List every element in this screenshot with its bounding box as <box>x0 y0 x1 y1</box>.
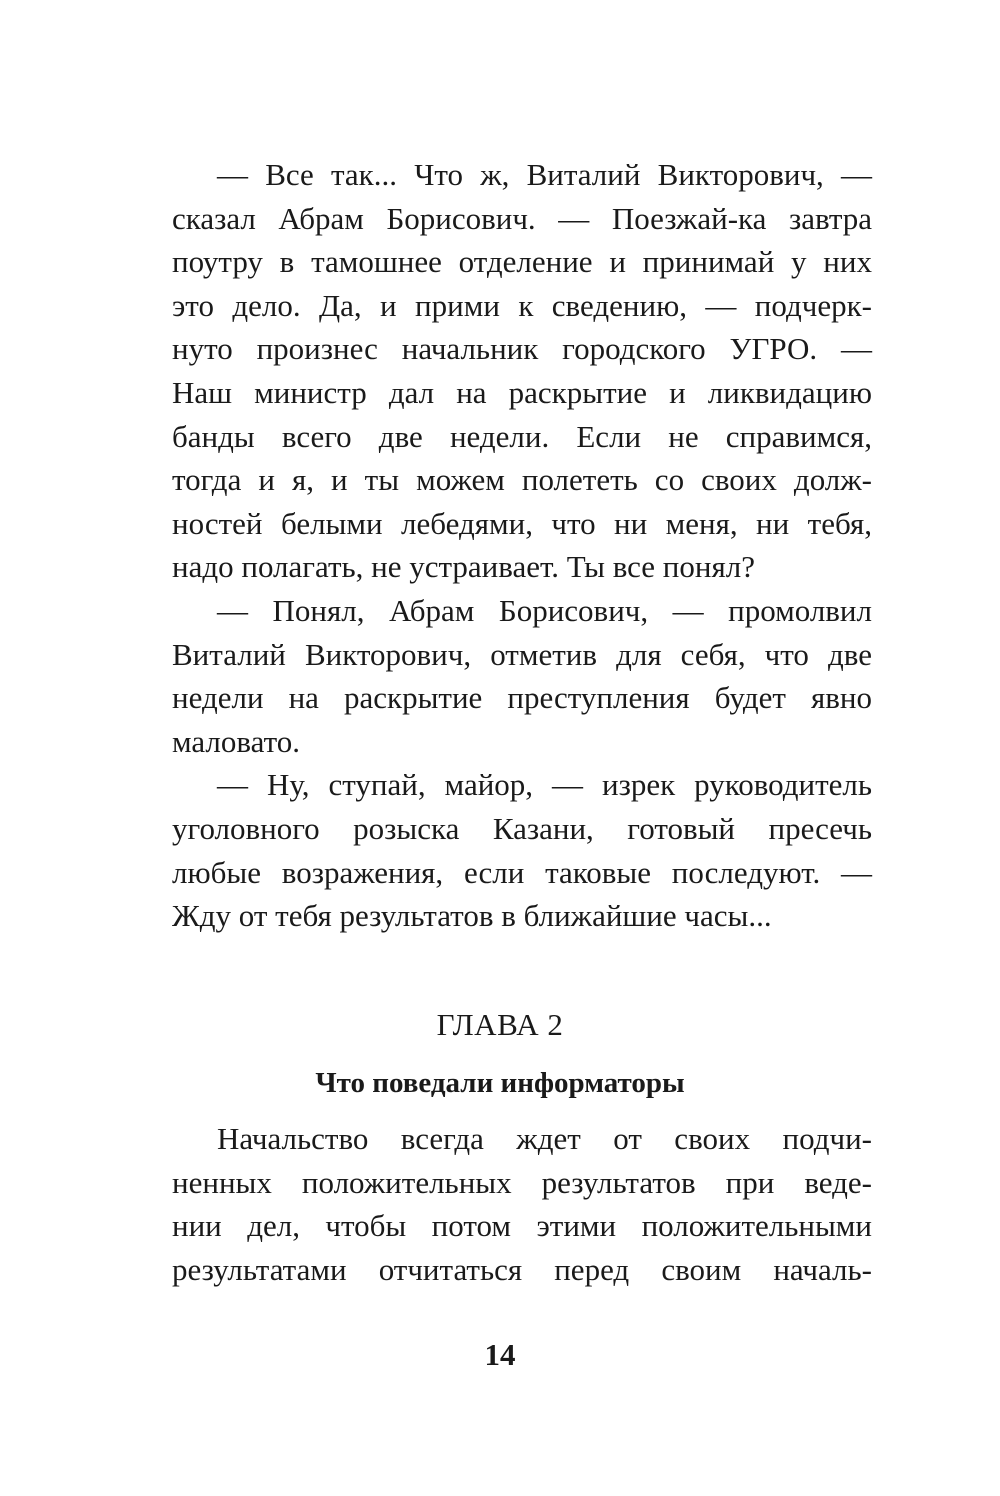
text-line: Начальство всегда ждет от своих подчи- <box>217 1121 872 1156</box>
text-line: поутру в тамошнее отделение и принимай у них <box>172 244 872 280</box>
text-line: — Все так... Что ж, Виталий Викторович, — <box>217 157 872 192</box>
text-line: Виталий Викторович, отметив для себя, что две <box>172 636 872 672</box>
text-line: это дело. Да, и прими к сведению, — подчерк- <box>172 287 872 323</box>
passage-narrative <box>172 1117 872 1291</box>
text-line: маловато. <box>172 723 300 759</box>
text-line: тогда и я, и ты можем полететь со своих долж- <box>172 462 872 498</box>
chapter-title: Что поведали информаторы <box>315 1067 685 1099</box>
text-line: уголовного розыска Казани, готовый пресечь <box>172 810 872 846</box>
text-line: — Ну, ступай, майор, — изрек руководитель <box>217 767 872 803</box>
page-number: 14 <box>484 1337 516 1372</box>
text-line: ненных положительных результатов при веде- <box>172 1164 872 1200</box>
text-line: нуто произнес начальник городского УГРО. — <box>172 331 872 367</box>
text-line: результатами отчитаться перед своим началь- <box>172 1251 872 1287</box>
passage-dialogue <box>172 153 872 938</box>
text-line: банды всего две недели. Если не справимся, <box>172 418 872 454</box>
text-line: сказал Абрам Борисович. — Поезжай-ка завтра <box>172 200 872 236</box>
text-line: недели на раскрытие преступления будет явно <box>172 680 872 716</box>
text-line: любые возражения, если таковые последуют. — <box>172 854 872 890</box>
chapter-number: ГЛАВА 2 <box>436 1007 564 1042</box>
text-line: Жду от тебя результатов в ближайшие часы... <box>172 898 772 934</box>
text-line: Наш министр дал на раскрытие и ликвидацию <box>172 374 872 410</box>
text-line: нии дел, чтобы потом этими положительными <box>172 1208 872 1244</box>
text-line: ностей белыми лебедями, что ни меня, ни тебя, <box>172 505 872 541</box>
text-line: — Понял, Абрам Борисович, — промолвил <box>217 592 872 628</box>
text-line: надо полагать, не устраивает. Ты все понял? <box>172 549 755 585</box>
